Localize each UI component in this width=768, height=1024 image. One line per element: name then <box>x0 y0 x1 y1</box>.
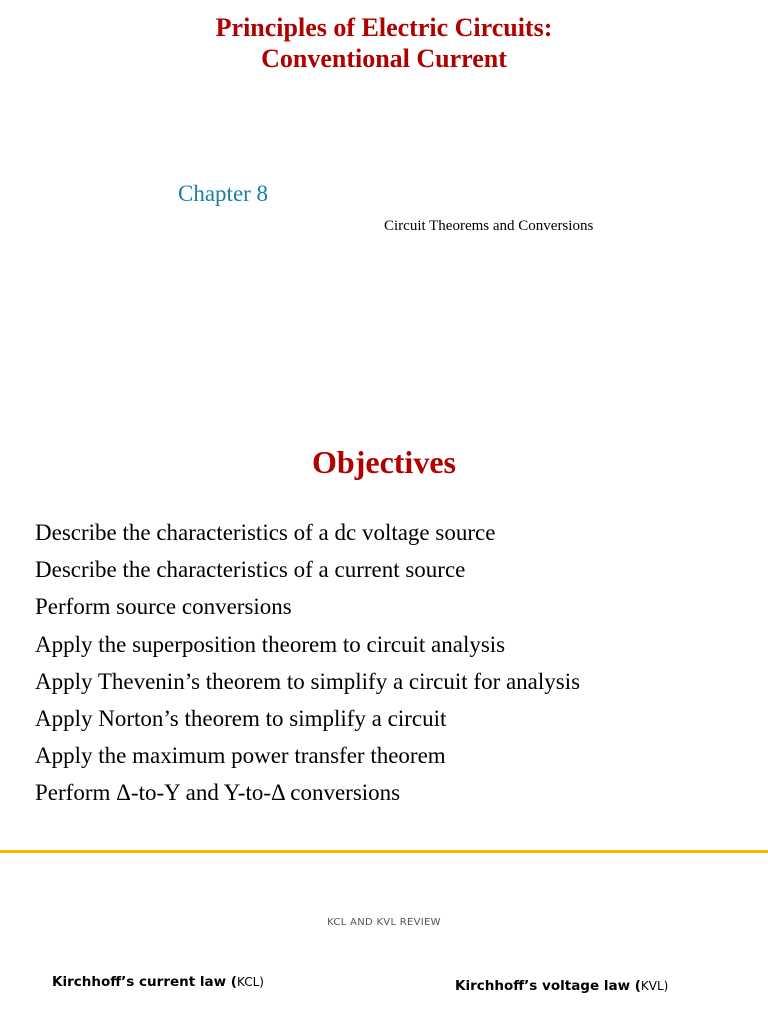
objective-item: Apply Norton’s theorem to simplify a circuit <box>35 706 447 732</box>
objectives-slide <box>0 420 768 850</box>
presentation-title <box>0 12 768 74</box>
kcl-label: Kirchhoff’s current law ( <box>52 974 237 990</box>
title-slide <box>0 0 768 420</box>
objective-item: Perform source conversions <box>35 594 292 620</box>
review-title: KCL AND KVL REVIEW <box>327 917 441 928</box>
objective-item: Perform Δ-to-Y and Y-to-Δ conversions <box>35 780 401 806</box>
objectives-title: Objectives <box>312 444 456 480</box>
objective-item: Apply Thevenin’s theorem to simplify a circuit for analysis <box>35 668 581 694</box>
chapter-label: Chapter 8 <box>178 181 269 206</box>
objective-item: Apply the maximum power transfer theorem <box>35 743 446 769</box>
objectives-list <box>35 514 580 812</box>
title-line-1: Principles of Electric Circuits: <box>215 13 553 42</box>
objective-item: Describe the characteristics of a current source <box>35 557 466 583</box>
chapter-subtitle: Circuit Theorems and Conversions <box>384 218 594 234</box>
kcl-heading <box>52 974 264 990</box>
kcl-abbr: KCL) <box>236 975 264 989</box>
objective-item: Describe the characteristics of a dc voltage source <box>35 520 496 545</box>
kvl-label: Kirchhoff’s voltage law ( <box>455 978 641 994</box>
kcl-kvl-review-slide <box>0 854 768 1024</box>
kvl-heading <box>455 978 668 994</box>
objective-item: Apply the superposition theorem to circuit analysis <box>35 631 506 657</box>
kvl-abbr: KVL) <box>640 979 669 993</box>
slide-divider <box>0 850 768 853</box>
title-line-2: Conventional Current <box>261 44 507 73</box>
